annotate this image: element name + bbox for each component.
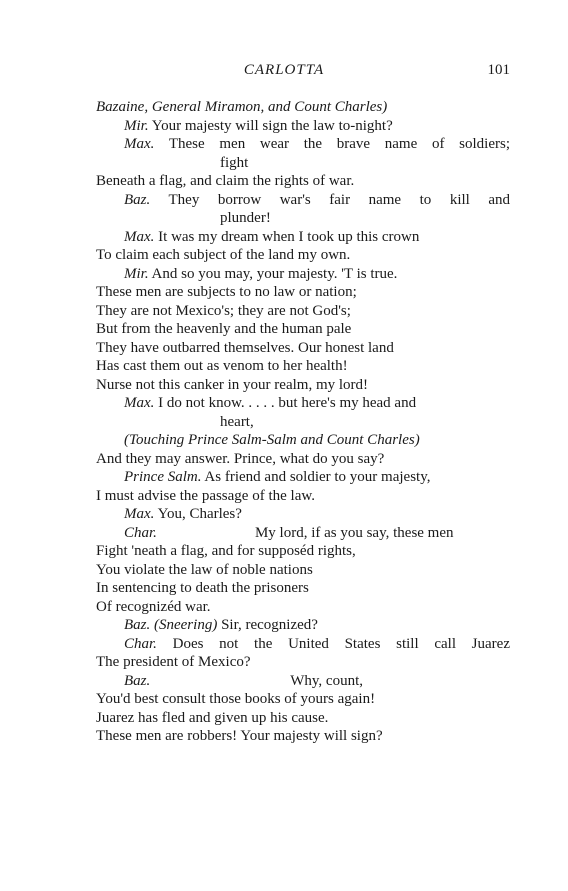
stage-direction-text: (Touching Prince Salm-Salm and Count Charles)	[124, 432, 420, 448]
verse-line	[96, 450, 510, 469]
verse-line	[96, 413, 510, 432]
running-title: CARLOTTA	[243, 62, 325, 78]
speaker-name: Max.	[124, 506, 155, 522]
speech-content	[124, 469, 430, 485]
speech-content	[124, 136, 510, 152]
page-header	[0, 60, 568, 82]
verse-line	[96, 709, 510, 728]
verse-text: But from the heavenly and the human pale	[96, 321, 352, 337]
speech-text: Why, count,	[290, 672, 364, 689]
verse-line	[96, 283, 510, 302]
speaker-name: Char.	[124, 635, 157, 652]
speech-content	[124, 525, 454, 541]
verse-text: The president of Mexico?	[96, 654, 251, 670]
speaker-name: Prince Salm.	[124, 469, 202, 485]
speaker-name: Char.	[124, 524, 157, 541]
speech-line	[96, 117, 510, 136]
verse-text: They have outbarred themselves. Our honest land	[96, 339, 394, 356]
verse-text: They are not Mexico's; they are not God's;	[96, 302, 351, 319]
verse-text: You violate the law of noble nations	[96, 561, 313, 578]
speech-content	[124, 636, 510, 652]
verse-line	[96, 320, 510, 339]
speech-content	[124, 506, 242, 522]
speech-content	[124, 673, 363, 689]
speech-text: These men wear the brave name of soldiers;	[168, 136, 510, 152]
verse-line	[96, 579, 510, 598]
verse-line	[96, 598, 510, 617]
speech-line	[96, 228, 510, 247]
speaker-name: Mir.	[124, 117, 149, 134]
speaker-name: Baz.	[124, 617, 151, 633]
speaker-name: Max.	[124, 395, 155, 411]
play-text	[96, 98, 510, 746]
speech-content	[124, 395, 416, 411]
speaker-name: Max.	[124, 136, 155, 152]
verse-text: Of recognizéd war.	[96, 598, 211, 615]
speech-text: Sir, recognized?	[221, 617, 318, 633]
speaker-name: Baz.	[124, 672, 151, 689]
verse-text: heart,	[220, 413, 254, 430]
speech-text: They borrow war's fair name to kill and	[168, 191, 511, 208]
verse-text: And they may answer. Prince, what do you say?	[96, 450, 385, 467]
speech-text: My lord, if as you say, these men	[254, 524, 454, 541]
speech-line	[96, 672, 510, 691]
speech-line	[96, 135, 510, 154]
verse-line	[96, 690, 510, 709]
verse-text: fight	[220, 154, 249, 171]
speech-line	[96, 191, 510, 210]
stage-direction	[96, 98, 510, 117]
verse-text: Fight 'neath a flag, and for supposéd rights,	[96, 543, 356, 559]
verse-line	[96, 487, 510, 506]
verse-line	[96, 561, 510, 580]
speech-text: And so you may, your majesty. 'T is true.	[151, 265, 398, 282]
speech-line	[96, 468, 510, 487]
speaker-name: Mir.	[124, 265, 149, 282]
speech-content	[124, 229, 419, 245]
speech-content	[124, 266, 397, 282]
verse-text: Juarez has fled and given up his cause.	[96, 709, 329, 726]
speaker-name: Baz.	[124, 191, 151, 208]
verse-line	[96, 246, 510, 265]
verse-text: plunder!	[220, 210, 271, 226]
speech-line	[96, 524, 510, 543]
speaker-name: Max.	[124, 228, 155, 245]
verse-line	[96, 339, 510, 358]
page-number: 101	[487, 62, 510, 78]
verse-text: Nurse not this canker in your realm, my lord!	[96, 376, 369, 393]
verse-line	[96, 653, 510, 672]
verse-text: I must advise the passage of the law.	[96, 487, 315, 504]
verse-text: To claim each subject of the land my own.	[96, 247, 351, 263]
verse-text: These men are subjects to no law or nation;	[96, 284, 357, 300]
verse-text: You'd best consult those books of yours again!	[96, 691, 376, 707]
verse-text: Has cast them out as venom to her health!	[96, 358, 348, 374]
speech-content	[124, 192, 510, 208]
verse-line	[96, 209, 510, 228]
speech-text: Does not the United States still call Juarez	[172, 635, 510, 652]
verse-text: In sentencing to death the prisoners	[96, 580, 309, 596]
speech-line	[96, 394, 510, 413]
speech-text: It was my dream when I took up this crown	[158, 228, 420, 245]
verse-line	[96, 172, 510, 191]
speech-text: As friend and soldier to your majesty,	[204, 469, 431, 485]
stage-direction	[96, 431, 510, 450]
speech-line	[96, 616, 510, 635]
speech-content	[124, 617, 318, 633]
speech-text: Your majesty will sign the law to-night?	[151, 117, 393, 134]
stage-direction-text: (Sneering)	[154, 617, 218, 633]
verse-line	[96, 376, 510, 395]
speech-text: You, Charles?	[157, 506, 242, 522]
speech-line	[96, 635, 510, 654]
speech-content	[124, 118, 393, 134]
verse-text: These men are robbers! Your majesty will sign?	[96, 728, 383, 744]
verse-line	[96, 542, 510, 561]
verse-line	[96, 154, 510, 173]
stage-direction-text: Bazaine, General Miramon, and Count Charles)	[96, 99, 388, 115]
verse-line	[96, 302, 510, 321]
verse-line	[96, 727, 510, 746]
verse-line	[96, 357, 510, 376]
speech-line	[96, 265, 510, 284]
verse-text: Beneath a flag, and claim the rights of war.	[96, 173, 355, 189]
speech-text: I do not know. . . . . but here's my head and	[158, 395, 417, 411]
speech-line	[96, 505, 510, 524]
